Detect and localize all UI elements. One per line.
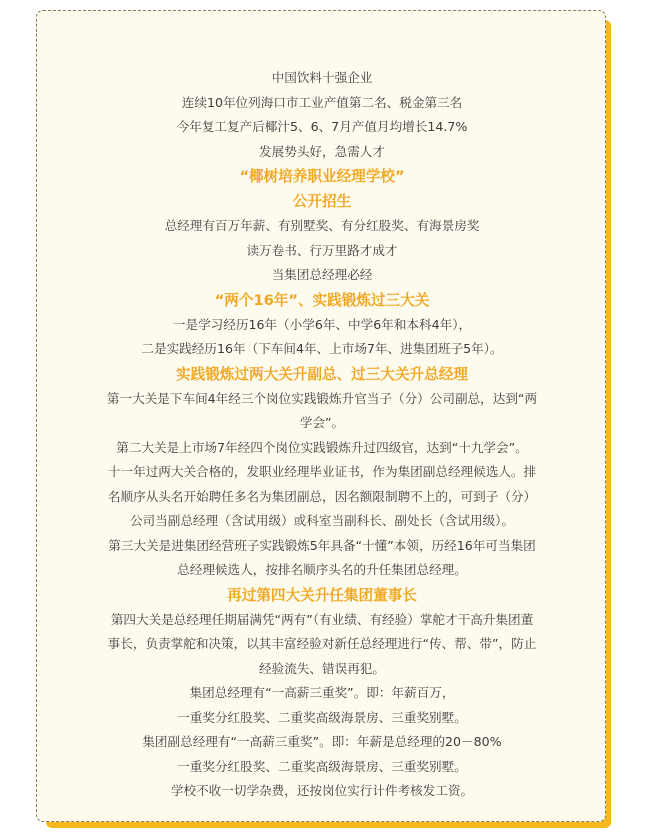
intro-line: 发展势头好，急需人才	[259, 143, 385, 159]
two-line: 二是实践经历16年（下车间4年、上市场7年、进集团班子5年）。	[141, 341, 503, 356]
recruit-line: 读万卷书、行万里路才成才	[246, 242, 398, 258]
board-line: 第四大关是总经理任期届满凭“两有”（有业绩、有经验）掌舵才干高升集团董	[110, 611, 534, 627]
practice-line: 总经理候选人，按排名顺序头名的升任集团总经理。	[177, 562, 467, 577]
heading-board: 再过第四大关升任集团董事长	[227, 586, 417, 604]
recruit-line: 当集团总经理必经	[271, 267, 373, 282]
board-line: 集团副总经理有“一高薪三重奖”。即：年薪是总经理的20－80%	[142, 734, 502, 749]
board-line: 一重奖分红股奖、二重奖高级海景房、三重奖别墅。	[177, 709, 467, 725]
board-line: 集团总经理有“一高薪三重奖”。即：年薪百万，	[189, 685, 455, 700]
practice-line: 学会”。	[299, 415, 345, 430]
practice-line: 十一年过两大关合格的，发职业经理毕业证书，作为集团副总经理候选人。排	[107, 464, 537, 479]
practice-line: 第三大关是进集团经营班子实践锻炼5年具备“十懂”本领，历经16年可当集团	[108, 537, 536, 553]
practice-line: 第一大关是下车间4年经三个岗位实践锻炼升官当子（分）公司副总，达到“两	[106, 390, 538, 406]
board-line: 经验流失、错误再犯。	[259, 660, 385, 676]
intro-line: 中国饮料十强企业	[271, 70, 373, 85]
heading-recruit: 公开招生	[292, 193, 352, 210]
intro-line: 今年复工复产后椰汁5、6、7月产值月均增长14.7%	[176, 119, 468, 134]
two-line: 一是学习经历16年（小学6年、中学6年和本科4年），	[172, 316, 472, 332]
intro-line: 连续10年位列海口市工业产值第二名、税金第三名	[181, 94, 463, 110]
heading-two-sixteen-years: “两个16年”、实践锻炼过三大关	[214, 291, 430, 309]
board-line: 事长，负责掌舵和决策，以其丰富经验对新任总经理进行“传、帮、带”，防止	[107, 636, 537, 651]
practice-line: 公司当副总经理（含试用级）或科室当副科长、副处长（含试用级）。	[129, 513, 515, 528]
heading-practice: 实践锻炼过两大关升副总、过三大关升总经理	[176, 365, 468, 383]
practice-line: 名顺序从头名开始聘任多名为集团副总，因名额限制聘不上的，可到子（分）	[107, 488, 537, 504]
recruitment-notice	[56, 66, 588, 804]
recruit-line: 总经理有百万年薪、有别墅奖、有分红股奖、有海景房奖	[164, 218, 480, 233]
board-line: 学校不收一切学杂费，还按岗位实行计件考核发工资。	[170, 783, 474, 798]
practice-line: 第二大关是上市场7年经四个岗位实践锻炼升过四级官，达到“十九学会”。	[116, 439, 528, 455]
heading-school: “椰树培养职业经理学校”	[239, 168, 405, 185]
board-line: 一重奖分红股奖、二重奖高级海景房、三重奖别墅。	[177, 758, 467, 774]
